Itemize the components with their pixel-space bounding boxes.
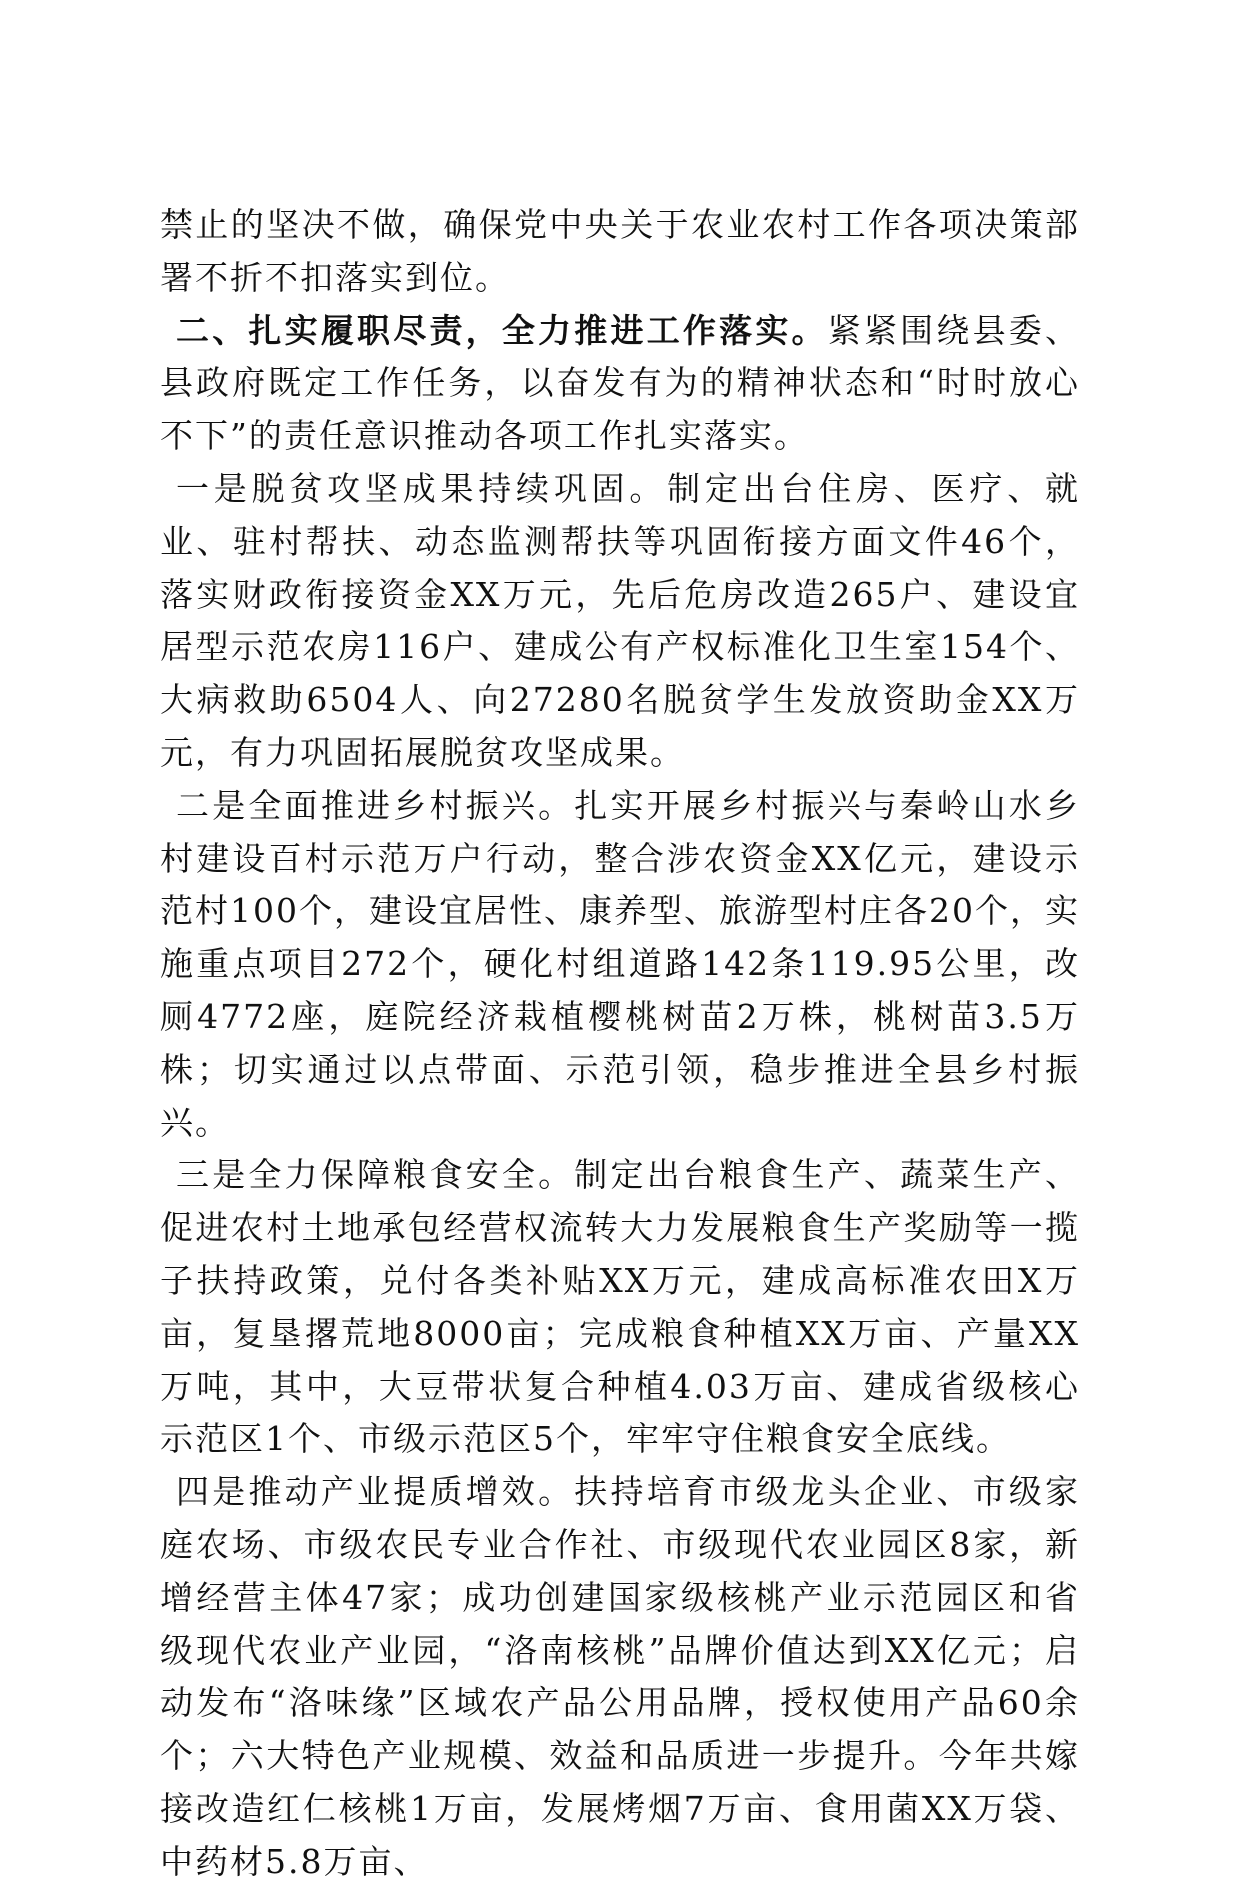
paragraph-text: 一是脱贫攻坚成果持续巩固。制定出台住房、医疗、就业、驻村帮扶、动态监测帮扶等巩固衔接方面文件46个，落实财政衔接资金XX万元，先后危房改造265户、建设宜居型示范农房116户、建成公有产权标准化卫生室154个、大病救助6504人、向27280名脱贫学生发放资助金XX万元，有力巩固拓展脱贫攻坚成果。 <box>160 468 1080 772</box>
section-two-paragraph <box>160 305 1080 463</box>
paragraph-text: 禁止的坚决不做，确保党中央关于农业农村工作各项决策部署不折不扣落实到位。 <box>160 205 1080 297</box>
paragraph-industry <box>160 1466 1080 1888</box>
paragraph-poverty-alleviation <box>160 463 1080 780</box>
paragraph-continuation <box>160 199 1080 305</box>
paragraph-text: 三是全力保障粮食安全。制定出台粮食生产、蔬菜生产、促进农村土地承包经营权流转大力发展粮食生产奖励等一揽子扶持政策，兑付各类补贴XX万元，建成高标准农田X万亩，复垦撂荒地8000亩；完成粮食种植XX万亩、产量XX万吨，其中，大豆带状复合种植4.03万亩、建成省级核心示范区1个、市级示范区5个，牢牢守住粮食安全底线。 <box>160 1155 1080 1459</box>
paragraph-rural-revitalization <box>160 780 1080 1150</box>
paragraph-text: 二是全面推进乡村振兴。扎实开展乡村振兴与秦岭山水乡村建设百村示范万户行动，整合涉农资金XX亿元，建设示范村100个，建设宜居性、康养型、旅游型村庄各20个，实施重点项目272个，硬化村组道路142条119.95公里，改厕4772座，庭院经济栽植樱桃树苗2万株，桃树苗3.5万株；切实通过以点带面、示范引领，稳步推进全县乡村振兴。 <box>160 785 1080 1142</box>
paragraph-text: 紧紧围绕县委、县政府既定工作任务，以奋发有为的精神状态和“时时放心不下”的责任意识推动各项工作扎实落实。 <box>160 310 1081 456</box>
document-page <box>160 199 1080 1889</box>
paragraph-text: 四是推动产业提质增效。扶持培育市级龙头企业、市级家庭农场、市级农民专业合作社、市级现代农业园区8家，新增经营主体47家；成功创建国家级核桃产业示范园区和省级现代农业产业园，“洛南核桃”品牌价值达到XX亿元；启动发布“洛味缘”区域农产品公用品牌，授权使用产品60余个；六大特色产业规模、效益和品质进一步提升。今年共嫁接改造红仁核桃1万亩，发展烤烟7万亩、食用菌XX万袋、中药材5.8万亩、 <box>160 1472 1080 1881</box>
paragraph-food-security <box>160 1149 1080 1466</box>
section-heading: 二、扎实履职尽责，全力推进工作落实。 <box>176 310 828 350</box>
